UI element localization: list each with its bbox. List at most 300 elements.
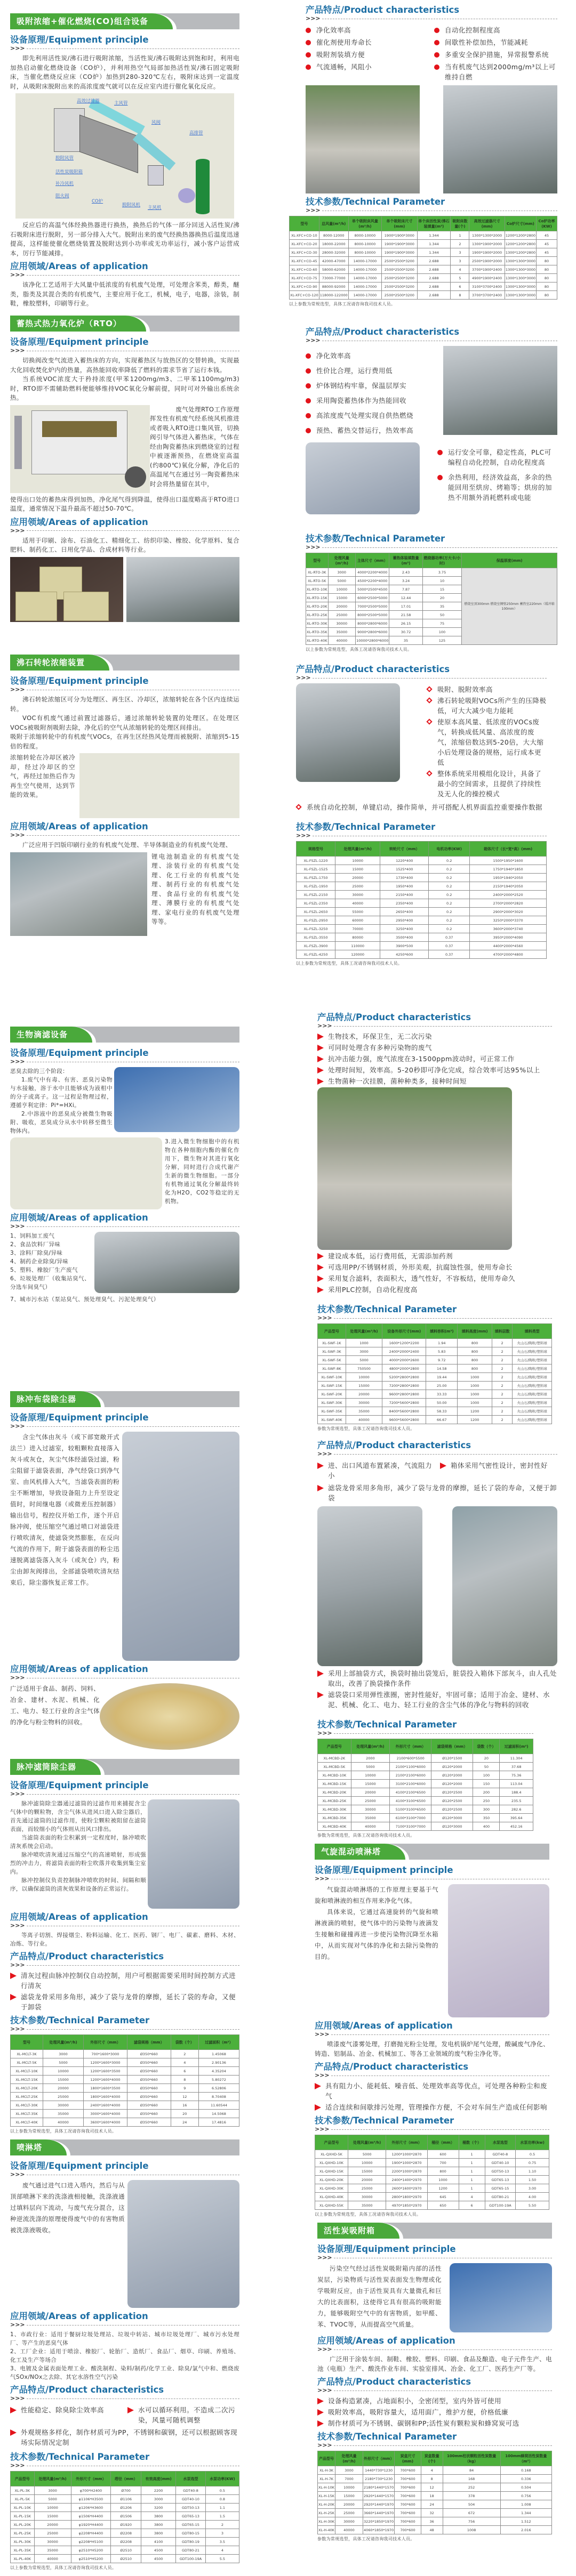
column-header: 主体尺寸（mm） (356, 553, 389, 568)
table-cell: 18 (421, 2492, 443, 2500)
table-cell: XL-SWF-30K (318, 1399, 346, 1407)
application-item: 2、工厂企业：适用于喷涂、橡胶厂、轮胎厂、造纸厂、食品厂、烟草、印刷、养殖场、化工及生产等场合 (10, 2348, 239, 2363)
arrow-divider (317, 1315, 552, 1321)
bag-parameter-table (317, 1739, 533, 1831)
table-cell: 2 (171, 2050, 198, 2058)
table-cell: Ø120*3000 (431, 1822, 473, 1831)
arrow-icon: >>> (317, 2346, 332, 2353)
split-right (114, 1067, 239, 1132)
table-cell: 4 (205, 2546, 239, 2555)
application-item: 5、塑料、橡胶厂生产废气 (10, 1267, 78, 1273)
table-row (11, 2084, 239, 2093)
table-cell: 2500*2500*3200 (382, 265, 417, 274)
red-dot-icon (437, 475, 443, 480)
rto-parameters (306, 530, 557, 652)
table-row (315, 2201, 549, 2210)
column-header: 水泵选型 (176, 2472, 206, 2486)
table-cell: 1500*1950*1600 (470, 857, 547, 865)
table-cell: 2500*2500*3200 (382, 257, 417, 265)
table-cell: Ø350*660 (127, 2067, 171, 2076)
table-cell: 3000 (34, 2486, 71, 2495)
table-cell: XL-XFC+CO-45 (290, 257, 319, 265)
table-row (315, 2176, 549, 2184)
paragraph: 污染空气经过活性炭吸附箱内部的活性炭层，污染物质与活性炭表面发生物理或化学吸附反应，由于活性炭具有大量微孔和巨大的比表面积，这使得它具有很高的吸附能力，能够吸附空气中的有害物质，如甲醛、苯、TVOC等，从而提高空气质量。 (317, 2265, 442, 2328)
column-header: 产品型号 (318, 1739, 351, 1754)
feature-text: 滤袋龙骨采用多角形，减少了袋与龙骨的摩擦，延长了袋的寿命，又便于卸袋 (328, 1484, 557, 1502)
paragraph: 浓缩转轮在冷却区被冷却，经过冷却区的空气，再经过加热后作为再生空气使用，达到节能的效果。 (10, 754, 75, 798)
application-list (10, 2330, 239, 2381)
table-cell: XL-SWF-20K (318, 1390, 346, 1399)
feature-item (10, 2405, 122, 2425)
table-cell: 3000 (346, 1347, 382, 1356)
table-cell: 火山石/陶粒/塑料球 (513, 1382, 552, 1390)
application-item: 3、涂料厂除臭/异味 (10, 1250, 63, 1256)
table-cell: XL-MCBD-10K (318, 1771, 351, 1780)
dashed-line (27, 835, 239, 836)
feature-list (317, 1031, 552, 1086)
table-cell: 6000*2500*5000 (356, 594, 389, 602)
table-cell: 30000 (346, 1399, 382, 1407)
table-row (318, 2492, 552, 2500)
red-triangle-icon (315, 2083, 321, 2089)
arrow-icon: >>> (10, 45, 25, 52)
table-cell: 40000 (351, 1822, 390, 1831)
split-left (10, 753, 75, 800)
bag-section (10, 1391, 239, 1752)
heading-text: 技术参数/Technical Parameter (10, 2015, 150, 2025)
table-cell: 36 (421, 2517, 443, 2526)
heading-text: 技术参数/Technical Parameter (296, 822, 436, 832)
arrow-divider (10, 2395, 239, 2402)
table-cell: 4000*2200*4000 (356, 568, 389, 577)
paragraph: 脉冲喷吹清灰通过压缩空气的高速喷射，形成强烈的冲击力，将滤筒表面的粉尘吹落并收集到集尘室内。 (10, 1852, 146, 1875)
arrow-divider (306, 207, 557, 214)
split-left (10, 1683, 100, 1728)
table-cell: 0.2 (429, 857, 470, 865)
table-cell: 700*600 (395, 2509, 421, 2517)
figure-label: 风阀 (151, 120, 161, 125)
table-row (318, 1407, 552, 1416)
feature-item (427, 717, 547, 768)
feature-text: 滤袋袋口采用弹性涨圈，密封性能好，牢固可靠；适用于冶金、建材、水泥、机械、化工、电力、轻工行业的含尘气体的净化与物料的回收 (328, 1691, 550, 1709)
characteristics-heading (296, 664, 547, 681)
table-cell: 700*1600*3000 (84, 2050, 127, 2058)
table-cell: 1.10 (516, 2167, 549, 2176)
heading-text: 应用领域/Areas of application (10, 1213, 148, 1223)
application-heading (317, 2336, 552, 2353)
table-cell: 2 (492, 1373, 512, 1382)
table-cell: 1000 (427, 2176, 459, 2184)
red-dot-icon (306, 398, 311, 403)
red-triangle-icon (127, 2407, 134, 2413)
arrow-icon: >>> (10, 1223, 25, 1230)
feature-text: 气流通畅，风阻小 (316, 63, 372, 71)
table-cell: 2.90136 (198, 2058, 239, 2067)
arrow-icon: >>> (306, 544, 321, 551)
arrow-divider (317, 2387, 552, 2394)
arrow-divider (317, 1023, 552, 1029)
split-right (443, 85, 557, 193)
heading-text: 应用领域/Areas of application (10, 1664, 148, 1674)
table-cell: 30000 (34, 2538, 71, 2546)
table-cell: 1200*1600*4000 (84, 2076, 127, 2084)
rto-render (306, 442, 420, 514)
table-header-row (11, 2472, 239, 2486)
arrow-divider (317, 1730, 533, 1737)
table-cell: XL-XFC+CO-20 (290, 240, 319, 248)
cartridge-section-header (10, 1759, 239, 1775)
bio-filter-photo (94, 1232, 239, 1293)
table-row (297, 865, 547, 874)
parameters-heading (317, 1719, 533, 1737)
co-site-photo (306, 85, 420, 193)
table-cell: 15000 (328, 594, 356, 602)
table-row (290, 240, 557, 248)
principle-heading (10, 1780, 239, 1797)
table-cell: 3.5 (205, 2538, 239, 2546)
figure-label: 主风管 (114, 101, 128, 106)
zeolite-parameter-table (296, 841, 547, 959)
characteristics-heading (306, 327, 557, 344)
table-cell: 2 (492, 1339, 512, 1347)
arrow-icon: >>> (10, 1790, 25, 1797)
red-dot-icon (306, 52, 311, 58)
table-header-row (315, 2135, 549, 2150)
table-row (315, 2159, 549, 2167)
split-right (165, 1137, 239, 1206)
red-diamond-icon (295, 804, 301, 810)
application-item: 7、城市污水站（泵站臭气、预处理臭气、污泥处理臭气） (10, 1296, 159, 1303)
table-cell: 800 (458, 1364, 492, 1373)
arrow-divider (306, 15, 557, 22)
split-row (10, 405, 239, 493)
principle-heading (10, 1048, 239, 1065)
dashed-line (322, 547, 557, 548)
table-cell: 8.70408 (198, 2093, 239, 2101)
feature-list (306, 24, 557, 83)
table-row (318, 2500, 552, 2509)
table-cell: 6 (451, 282, 469, 291)
column-header: 塔径（mm） (111, 2472, 141, 2486)
table-row (11, 2118, 239, 2127)
table-cell: 2 (492, 1399, 512, 1407)
table-cell: 1 (459, 2159, 485, 2167)
parameters-heading (306, 197, 557, 214)
table-cell: 2800*1800*2970 (386, 2193, 427, 2201)
table-cell: 80000 (335, 933, 380, 942)
arrow-divider (315, 1876, 549, 1882)
feature-text: 净化效率高 (316, 26, 351, 34)
feature-item (306, 395, 426, 406)
heading-text: 设备原理/Equipment principle (10, 35, 149, 45)
split-row (10, 1067, 239, 1135)
table-cell: XL-FSZL-2950 (297, 916, 335, 925)
table-cell: XL-MCBD-35K (318, 1814, 351, 1822)
table-cell: 20000 (346, 1390, 382, 1399)
table-row (318, 1797, 533, 1805)
co-features (289, 2, 557, 307)
paragraph: 废气通过进气口进入塔内，然后与从顶部喷淋下来的洗涤液相接触，洗涤液通过填料层向下流动，与废气充分混合，这种逆流洗涤的原理使得废气中的有害物质被洗涤液吸收。 (10, 2182, 125, 2234)
table-cell: 25000 (43, 2093, 84, 2101)
table-cell: 8000-10000 (348, 248, 381, 257)
table-cell: XL-H-30K (318, 2517, 335, 2526)
heading-text: 设备原理/Equipment principle (10, 676, 149, 686)
paragraph: 即先利用活性炭/沸石进行吸附浓缩，当活性炭/沸石吸附达到饱和时，利用电加热启动催化燃烧设备（CO炉），并利用热空气局部加热活性炭/沸石固定吸附床，当催化燃烧反应床（CO炉）加热到280-320℃左右，吸附床达到一定温度时，从吸附床脱附出来的高浓度废气就可以在反应室内进行催化氧化反应。 (10, 54, 239, 90)
table-row (318, 1347, 552, 1356)
paragraph: 脉冲控制仪负责控制脉冲喷吹的时间、间隔和顺序，以确保滤筒的清灰效果和设备的正常运行。 (10, 1877, 146, 1892)
table-cell: 60000 (335, 916, 380, 925)
arrow-divider (317, 1451, 557, 1457)
feature-text: 清灰过程由脉冲控制仪自动控制，用户可根据需要采用时间控制方式进行清灰 (21, 1972, 236, 1990)
table-cell: 2.688 (417, 265, 451, 274)
table-cell: 2400*1400*2970 (386, 2176, 427, 2184)
column-header: 100mm蜂窝活性炭数量（m³） (500, 2451, 551, 2466)
carbon-section (317, 2223, 552, 2542)
table-cell: XL-PL-40K (11, 2555, 35, 2563)
paragraph: 该净化工艺适用于大风量中低浓度的有机废气处理，可处理含苯类，醇类，醚类，脂类及其混合类的有机废气，主要应用于化工，机械，电子，电器，涂装，制鞋，橡胶塑料，印刷等行业。 (10, 281, 239, 307)
table-row (318, 1416, 552, 1424)
table-cell: GDT80-15 (176, 2529, 206, 2538)
equipment-shape (14, 416, 22, 469)
heading-text: 技术参数/Technical Parameter (317, 2432, 457, 2442)
table-cell: XL-PL-15K (11, 2512, 35, 2521)
application-heading (10, 1213, 239, 1230)
table-cell: 40000 (335, 899, 380, 908)
column-header: 规格型号 (297, 842, 335, 857)
equipment-shape (178, 188, 195, 203)
table-cell: 3700*1900*2400 (469, 265, 505, 274)
arrow-icon: >>> (317, 2442, 332, 2449)
section-title: 生物滴滤设备 (10, 1027, 96, 1043)
feature-text: 催化剂使用寿命长 (316, 38, 372, 46)
red-triangle-icon (317, 1078, 324, 1085)
feature-item (317, 1251, 552, 1261)
table-row (290, 282, 557, 291)
table-cell: 1200*1600*3500 (84, 2067, 127, 2076)
table-cell: 282.6 (500, 1805, 533, 1814)
table-cell: 4100*3100*6500 (390, 1797, 431, 1805)
paragraph: 喷漆废气漆雾处理，打磨抛光粉尘处理，发电机锅炉尾气处理，酸碱废气净化、铸造、铝制品、冶金、机械加工、等各工业领域的废气粉尘净化等。 (315, 2040, 549, 2057)
feature-item (317, 1076, 552, 1086)
heading-text: 应用领域/Areas of application (317, 2336, 455, 2346)
feature-item (306, 410, 426, 421)
arrow-icon: >>> (10, 271, 25, 278)
arrow-divider (10, 528, 239, 534)
column-header: 外形尺寸（mm） (390, 1739, 431, 1754)
characteristics-heading (315, 2062, 549, 2079)
table-cell: 4500*2200*4000 (356, 577, 389, 585)
table-cell: 2 (492, 1407, 512, 1416)
split-row (315, 1884, 549, 2017)
feature-text: 可选用PP/不锈钢材质，外形美观，抗腐蚀性强，使用寿命长 (328, 1263, 513, 1271)
paragraph: 3.进入微生物细胞中的有机物在各种细胞内酶的催化作用下，微生物对其进行氧化分解，同时进行合成代谢产生新的微生物细胞。一部分有机物通过氧化分解最终转化为H2O，CO2等稳定的无机物。 (165, 1138, 239, 1205)
table-cell: 6.52806 (198, 2084, 239, 2093)
table-cell: 3250*400 (380, 925, 429, 933)
split-right (448, 1884, 549, 2017)
table-cell: 25000 (351, 1797, 390, 1805)
feature-text: 运行安全可靠，稳定性高，PLC可编程自动化控制，自动化程度高 (448, 448, 551, 466)
table-cell: 30000 (328, 619, 356, 628)
column-header: 桶数（个） (459, 2135, 485, 2150)
table-cell: 2950*400 (380, 916, 429, 925)
split-row (10, 2180, 239, 2308)
table-cell: 1.5 (205, 2512, 239, 2521)
application-item: 1、饲料加工废气 (10, 1233, 55, 1239)
column-header: 滤袋规格（mm） (127, 2035, 171, 2050)
table-header-row (306, 553, 557, 568)
table-cell: 80 (537, 257, 557, 265)
rto-diagram (10, 405, 150, 493)
table-cell: 350 (473, 1814, 500, 1822)
table-cell: 9600*5600*2800 (382, 1416, 426, 1424)
table-row (11, 2495, 239, 2504)
feature-list (296, 802, 547, 812)
section-title: 活性炭吸附箱 (317, 2223, 403, 2239)
table-cell: 3000*1600*4000 (84, 2110, 127, 2118)
feature-item (317, 1065, 552, 1075)
table-row (318, 2509, 552, 2517)
feature-item (10, 1992, 239, 2012)
table-cell: XL-SWF-40K (318, 1416, 346, 1424)
feature-item (306, 425, 426, 435)
table-row (297, 933, 547, 942)
feature-item (427, 696, 547, 716)
table-cell: 113.04 (500, 1780, 533, 1788)
split-left (10, 1232, 90, 1291)
table-cell: 10000 (351, 1771, 390, 1780)
column-header: 设备外形尺寸(mm) (382, 1324, 426, 1339)
heading-text: 设备原理/Equipment principle (10, 1412, 149, 1423)
red-triangle-icon (315, 2104, 321, 2111)
split-row (317, 1506, 557, 1666)
table-cell: XL-MCLT-25K (11, 2093, 43, 2101)
table-cell: 17.4816 (198, 2118, 239, 2127)
table-cell: 14000-17000 (348, 257, 381, 265)
feature-item (127, 2405, 239, 2425)
column-header: 炭盒尺寸(mm) (395, 2451, 421, 2466)
section-title: 吸附浓缩+催化燃烧(CO)组合设备 (10, 13, 177, 29)
table-cell: XL-SWF-3K (318, 1347, 346, 1356)
table-cell: 5000 (346, 1356, 382, 1364)
feature-text: 适合连续和间歇排污处理，管理操作方便，不会对车间生产造成任何影响 (325, 2103, 548, 2111)
table-row (297, 857, 547, 865)
table-cell: 4.00 (516, 2193, 549, 2201)
table-cell: 3660*1440*1970 (363, 2509, 395, 2517)
table-cell: 1.008 (500, 2500, 551, 2509)
table-cell: 15000 (335, 2492, 363, 2500)
table-cell: XL-XFC+CO-120 (290, 291, 319, 300)
table-cell: Ø120*2500 (431, 1788, 473, 1797)
feature-item (315, 2102, 549, 2112)
table-cell: 3000 (43, 2050, 84, 2058)
table-cell: 火山石/陶粒/塑料球 (513, 1416, 552, 1424)
table-cell: 1800*1600*3500 (84, 2084, 127, 2093)
paragraph: 气旋混动喷淋塔的工作原理主要基于气旋和喷淋液的相互作用来净化气体。 (315, 1886, 438, 1904)
table-cell: 2500*2500*3200 (382, 291, 417, 300)
table-cell: Ø2208 (111, 2538, 141, 2546)
column-header: 处理风量(m³/h) (328, 553, 356, 568)
paragraph: 当系统VOC浓度大于矜持浓度(甲苯1200mg/m3、二甲苯1100mg/m3)时，RTO即不需辅助燃料便能够维持VOC氧化分解前提，同时可对外输出系统余热。 (10, 375, 239, 401)
table-cell: 0.504 (500, 2483, 551, 2492)
table-cell: 20 (171, 2110, 198, 2118)
table-cell: 24 (171, 2118, 198, 2127)
table-cell: 火山石/陶粒/塑料球 (513, 1347, 552, 1356)
table-cell: XL-MCLT-30K (11, 2101, 43, 2110)
table-cell: 700*600 (395, 2500, 421, 2509)
table-row (11, 2555, 239, 2563)
table-cell: Ø120*1500 (431, 1754, 473, 1763)
section-title: 脉冲滤筒除尘器 (10, 1759, 105, 1775)
table-cell: 200 (473, 1788, 500, 1797)
table-cell: 3700*3700*2400 (469, 291, 505, 300)
table-row (297, 908, 547, 916)
feature-text: 处理时间短，效率高。5-20秒即可净化完成，综合效率可达95%以上 (328, 1066, 540, 1074)
table-cell: 15000 (43, 2076, 84, 2084)
table-cell: 11.304 (500, 1754, 533, 1763)
red-triangle-icon (317, 2420, 324, 2427)
table-cell: 7000*2500*5000 (356, 602, 389, 611)
table-cell: 3200 (141, 2504, 176, 2512)
table-cell: 8000*2500*5000 (356, 611, 389, 619)
table-cell: 1950*400 (380, 882, 429, 891)
feature-item (306, 62, 429, 82)
split-left (317, 2263, 442, 2330)
bag-section-header (10, 1391, 239, 1407)
table-row (315, 2150, 549, 2159)
paragraph: 1.废气中有毒、有害、恶臭污染物与水接触，溶于水中且能够成为液相中的分子或离子。这一过程是物理过程，遵循亨利定律：Pi*=HXi。 (10, 1077, 113, 1109)
figure-label: CO炉 (92, 199, 103, 204)
table-cell: 10000 (34, 2504, 71, 2512)
table-cell: 42000-47000 (319, 257, 348, 265)
table-cell: 1 (459, 2176, 485, 2184)
heading-text: 技术参数/Technical Parameter (317, 1304, 457, 1314)
column-header: 保温厚度(mm) (462, 553, 557, 568)
table-cell: 48 (421, 2526, 443, 2534)
table-cell: 1950*1940*2050 (470, 874, 547, 882)
feature-list (317, 1251, 552, 1295)
feature-item (317, 1460, 435, 1481)
arrow-divider (315, 2126, 549, 2133)
application-heading (315, 2021, 549, 2038)
feature-text: 水可以循环利用。不造成二次污染，风量可随机调整 (138, 2406, 236, 2424)
table-cell: 378 (443, 2492, 500, 2500)
feature-item (317, 2396, 552, 2406)
arrow-icon: >>> (315, 1875, 330, 1882)
table-cell: 25000 (34, 2529, 71, 2538)
table-cell: XL-XFC+CO-60 (290, 265, 319, 274)
table-cell: 1900*1900*2000 (469, 248, 505, 257)
table-cell: XL-RTO-20K (306, 602, 329, 611)
feature-text: 进、出口风道布置紧凑，气流阻力小 (328, 1461, 433, 1480)
table-row (297, 942, 547, 950)
table-cell: 2000 (351, 1754, 390, 1763)
arrow-icon: >>> (315, 2072, 330, 2079)
table-cell: 20000 (348, 2176, 386, 2184)
table-cell: XL-MCBD-40K (318, 1822, 351, 1831)
table-row (318, 1788, 533, 1797)
table-cell: 6100*3100*7000 (390, 1814, 431, 1822)
feature-item (317, 1690, 557, 1710)
section-title: 沸石转轮浓缩装置 (10, 655, 113, 671)
bag-site-photo-1 (317, 1506, 422, 1666)
table-cell: XL-H-25K (318, 2509, 335, 2517)
table-cell: 9.72 (426, 1356, 458, 1364)
arrow-icon: >>> (10, 2395, 25, 2402)
table-cell: XL-PL-3K (11, 2486, 35, 2495)
co-section (10, 13, 239, 309)
table-cell: 0.2 (429, 908, 470, 916)
split-right (148, 1799, 239, 1909)
